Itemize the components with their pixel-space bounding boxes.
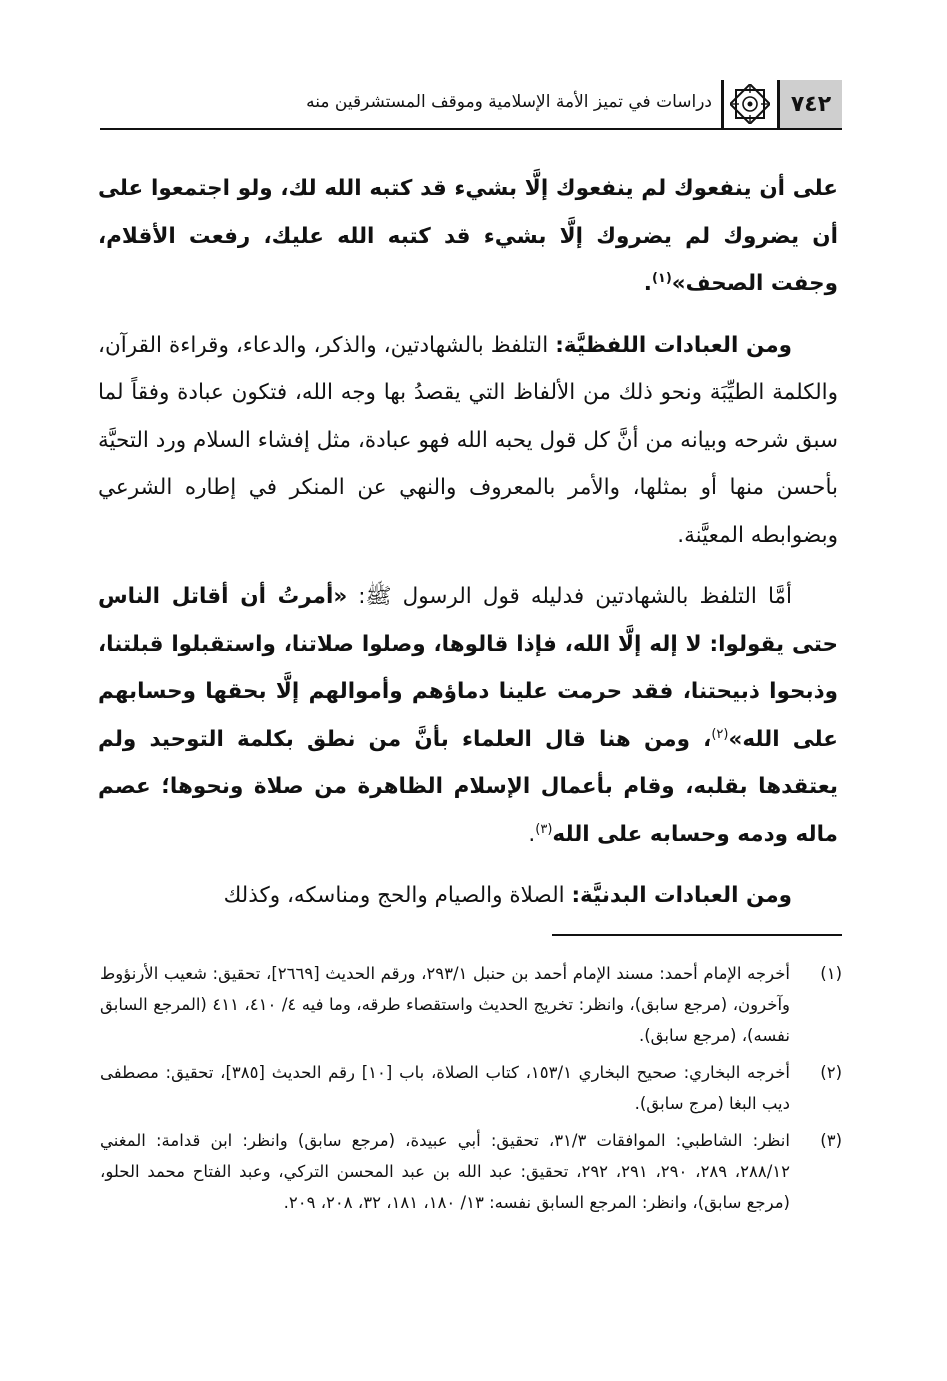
hadith-text: على أن ينفعوك لم ينفعوك إلَّا بشيء قد كتبه الله لك، ولو اجتمعوا على أن يضروك لم يضروك إلَّا بشيء قد كتبه الله عليك، رفعت الأقلام، وجفت الصحف» xyxy=(98,176,838,296)
footnote-ref-3[interactable]: (٣) xyxy=(535,821,553,837)
paragraph-hadith-continuation xyxy=(98,165,838,308)
footnote-2 xyxy=(100,1057,842,1119)
footnote-number: (٢) xyxy=(820,1063,842,1082)
header-divider xyxy=(100,128,842,130)
main-text xyxy=(98,165,838,934)
paragraph-shahada xyxy=(98,573,838,858)
section-lead-verbal: ومن العبادات اللفظيَّة: xyxy=(555,332,792,358)
footnote-divider xyxy=(552,934,842,936)
intro-text: أمَّا التلفظ بالشهادتين فدليله قول الرسول ﷺ: xyxy=(347,584,792,609)
footnotes xyxy=(100,958,842,1224)
running-title: دراسات في تميز الأمة الإسلامية وموقف المستشرقين منه xyxy=(306,92,712,112)
footnote-text: أخرجه الإمام أحمد: مسند الإمام أحمد بن حنبل ٢٩٣/١، ورقم الحديث [٢٦٦٩]، تحقيق: شعيب الأرنؤوط وآخرون، (مرجع سابق)، وانظر: تخريج الحديث واستقصاء طرقه، وما فيه ٤/ ٤١٠، ٤١١ (المرجع السابق نفسه)، (مرجع سابق). xyxy=(100,964,790,1045)
page-number: ٧٤٢ xyxy=(777,80,842,128)
footnote-ref-2[interactable]: (٢) xyxy=(711,726,729,742)
period: . xyxy=(528,821,536,847)
footnote-ref-1[interactable]: (١) xyxy=(651,270,672,286)
paragraph-verbal-worship xyxy=(98,322,838,560)
footnote-3 xyxy=(100,1125,842,1218)
footnote-1 xyxy=(100,958,842,1051)
running-header xyxy=(100,80,842,130)
period: . xyxy=(643,271,652,296)
ornament-icon xyxy=(721,80,776,128)
section-lead-bodily: ومن العبادات البدنيَّة: xyxy=(571,883,792,908)
footnote-number: (١) xyxy=(820,964,842,983)
paragraph-bodily-worship xyxy=(98,872,838,920)
scholars-text: ، ومن هنا قال العلماء بأنَّ من نطق بكلمة التوحيد ولم يعتقدها بقلبه، وقام بأعمال الإسلام الظاهرة من صلاة ونحوها؛ عصم ماله ودمه وحسابه على الله xyxy=(98,726,838,847)
paragraph-text: التلفظ بالشهادتين، والذكر، والدعاء، وقراءة القرآن، والكلمة الطيِّبَة ونحو ذلك من الألفاظ التي يقصدُ بها وجه الله، فتكون عبادة وفقاً لما سبق شرحه وبيانه من أنَّ كل قول يحبه الله فهو عبادة، مثل إفشاء السلام ورد التحيَّة بأحسن منها أو بمثلها، والأمر بالمعروف والنهي عن المنكر في إطاره الشرعي وبضوابطه المعيَّنة. xyxy=(98,332,838,548)
hadith-quote: «أمرتُ أن أقاتل الناس حتى يقولوا: لا إله إلَّا الله، فإذا قالوها، وصلوا صلاتنا، واستقبلوا قبلتنا، وذبحوا ذبيحتنا، فقد حرمت علينا دماؤهم وأموالهم إلَّا بحقها وحسابهم على الله» xyxy=(98,584,838,752)
footnote-text: أخرجه البخاري: صحيح البخاري ١٥٣/١، كتاب الصلاة، باب [١٠] رقم الحديث [٣٨٥]، تحقيق: مصطفى ديب البغا (مرج سابق). xyxy=(100,1063,790,1113)
footnote-number: (٣) xyxy=(820,1131,842,1150)
footnote-text: انظر: الشاطبي: الموافقات ٣١/٣، تحقيق: أبي عبيدة، (مرجع سابق) وانظر: ابن قدامة: المغني ٢٨٨/١٢، ٢٨٩، ٢٩٠، ٢٩١، ٢٩٢، تحقيق: عبد الله بن عبد المحسن التركي، وعبد الفتاح محمد الحلو، (مرجع سابق)، وانظر: المرجع السابق نفسه: ١٣/ ١٨٠، ١٨١، ٣٢، ٢٠٨، ٢٠٩. xyxy=(100,1131,791,1212)
paragraph-text: الصلاة والصيام والحج ومناسكه، وكذلك xyxy=(223,883,572,908)
